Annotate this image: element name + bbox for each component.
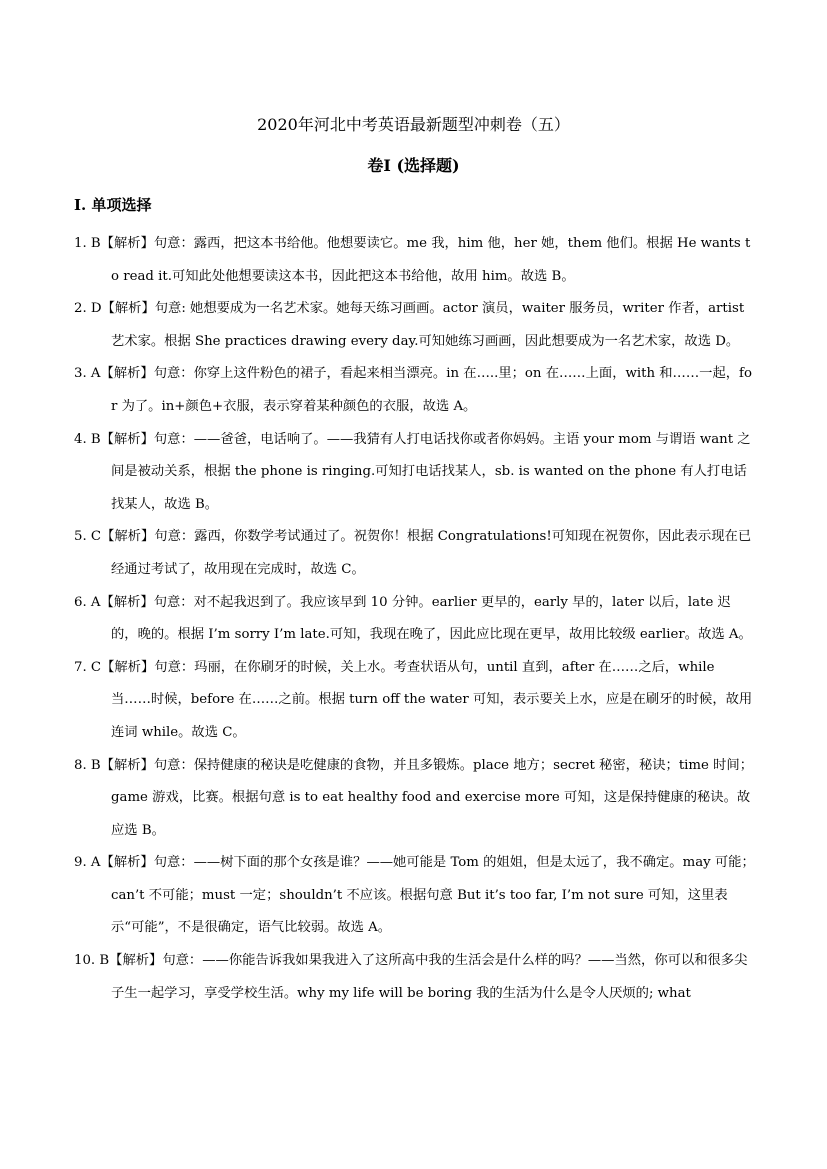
answer-item: 6. A【解析】句意：对不起我迟到了。我应该早到 10 分钟。earlier 更早的，early 早的，later 以后，late 迟的，晚的。根据 I’m sorry I’m late.可知，我现在晚了，因此应比现在更早，故用比较级 earlier。故选 A。 <box>74 594 752 643</box>
answer-item: 2. D【解析】句意: 她想要成为一名艺术家。她每天练习画画。actor 演员，waiter 服务员，writer 作者，artist 艺术家。根据 She practices drawing every day.可知她练习画画，因此想要成为一名艺术家，故选 D。 <box>74 301 745 349</box>
answer-item: 8. B【解析】句意：保持健康的秘诀是吃健康的食物，并且多锻炼。place 地方；secret 秘密，秘诀；time 时间；game 游戏，比赛。根据句意 is to eat healthy food and exercise more 可知，这是保持健康的秘诀。故应选 B。 <box>74 757 754 838</box>
answer-item: 5. C【解析】句意：露西，你数学考试通过了。祝贺你！根据 Congratulations!可知现在祝贺你，因此表示现在已经通过考试了，故用现在完成时，故选 C。 <box>74 529 752 577</box>
answer-item: 4. B【解析】句意：——爸爸，电话响了。——我猜有人打电话找你或者你妈妈。主语 your mom 与谓语 want 之间是被动关系，根据 the phone is ringing.可知打电话找某人，sb. is wanted on the phone 有人打电话找某人，故选 B。 <box>74 431 751 512</box>
document-title: 2020年河北中考英语最新题型冲刺卷（五） <box>257 115 570 134</box>
answer-item: 9. A【解析】句意：——树下面的那个女孩是谁？——她可能是 Tom 的姐姐，但是太远了，我不确定。may 可能；can’t 不可能；must 一定；shouldn’t 不应该。根据句意 But it’s too far, I’m not sure 可知，这里表示“可能”，不是很确定，语气比较弱。故选 A。 <box>74 855 755 936</box>
answer-item: 3. A【解析】句意：你穿上这件粉色的裙子，看起来相当漂亮。in 在…..里；on 在……上面，with 和……一起，for 为了。in+颜色+衣服，表示穿着某种颜色的衣服，故选 A。 <box>74 366 752 414</box>
document-subtitle: 卷I (选择题) <box>367 156 460 175</box>
answer-list <box>74 228 756 1010</box>
answer-item: 1. B【解析】句意：露西，把这本书给他。他想要读它。me 我，him 他，her 她，them 他们。根据 He wants to read it.可知此处他想要读这本书，因此把这本书给他，故用 him。故选 B。 <box>74 236 751 284</box>
section-heading: I. 单项选择 <box>74 196 152 214</box>
answer-item: 10. B【解析】句意：——你能告诉我如果我进入了这所高中我的生活会是什么样的吗？——当然，你可以和很多尖子生一起学习，享受学校生活。why my life will be boring 我的生活为什么是令人厌烦的; what <box>74 953 748 1001</box>
answer-item: 7. C【解析】句意：玛丽，在你刷牙的时候，关上水。考查状语从句，until 直到，after 在……之后，while 当……时候，before 在……之前。根据 turn off the water 可知，表示要关上水，应是在刷牙的时候，故用连词 while。故选 C。 <box>74 659 753 740</box>
